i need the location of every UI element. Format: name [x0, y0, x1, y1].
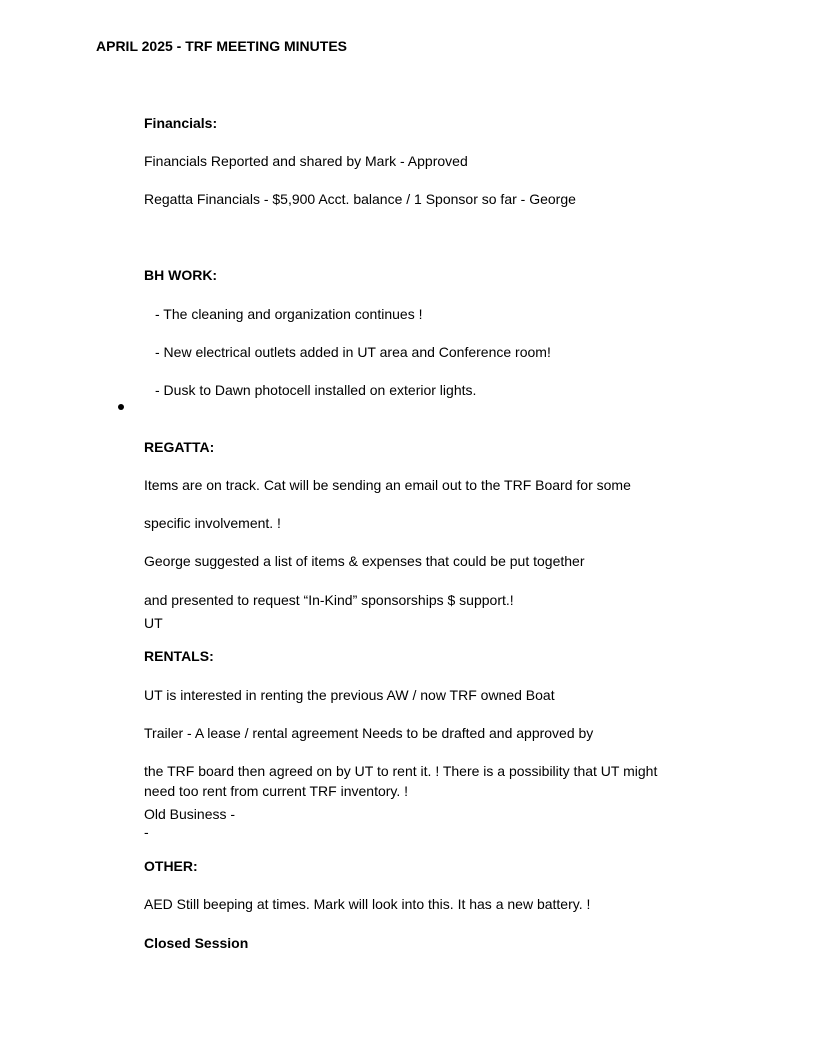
other-heading: OTHER: — [144, 858, 198, 874]
document-title: APRIL 2025 - TRF MEETING MINUTES — [96, 38, 347, 54]
bullet-point — [118, 404, 124, 410]
regatta-heading: REGATTA: — [144, 439, 215, 455]
regatta-line: specific involvement. ! — [144, 515, 281, 531]
rentals-heading: RENTALS: — [144, 648, 214, 664]
old-business-line: Old Business - — [144, 806, 236, 822]
rentals-line: need too rent from current TRF inventory. ! — [144, 783, 409, 799]
bh-work-heading: BH WORK: — [144, 267, 218, 283]
regatta-line: UT — [144, 615, 163, 631]
financials-line-1: Financials Reported and shared by Mark - Approved — [144, 153, 468, 169]
financials-heading: Financials: — [144, 115, 218, 131]
rentals-line: UT is interested in renting the previous AW / now TRF owned Boat — [144, 687, 555, 703]
financials-line-2: Regatta Financials - $5,900 Acct. balance / 1 Sponsor so far - George — [144, 191, 576, 207]
other-line-1: AED Still beeping at times. Mark will look into this. It has a new battery. ! — [144, 896, 591, 912]
regatta-line: George suggested a list of items & expenses that could be put together — [144, 553, 585, 569]
bh-work-item: - Dusk to Dawn photocell installed on exterior lights. — [155, 382, 477, 398]
regatta-line: Items are on track. Cat will be sending an email out to the TRF Board for some — [144, 477, 631, 493]
closed-session-heading: Closed Session — [144, 935, 249, 951]
bh-work-item: - The cleaning and organization continues ! — [155, 306, 423, 322]
rentals-line: Trailer - A lease / rental agreement Needs to be drafted and approved by — [144, 725, 594, 741]
bh-work-item: - New electrical outlets added in UT area and Conference room! — [155, 344, 551, 360]
old-business-dash: - — [144, 824, 149, 840]
regatta-line: and presented to request “In-Kind” sponsorships $ support.! — [144, 592, 514, 608]
rentals-line: the TRF board then agreed on by UT to rent it. ! There is a possibility that UT might — [144, 763, 658, 779]
